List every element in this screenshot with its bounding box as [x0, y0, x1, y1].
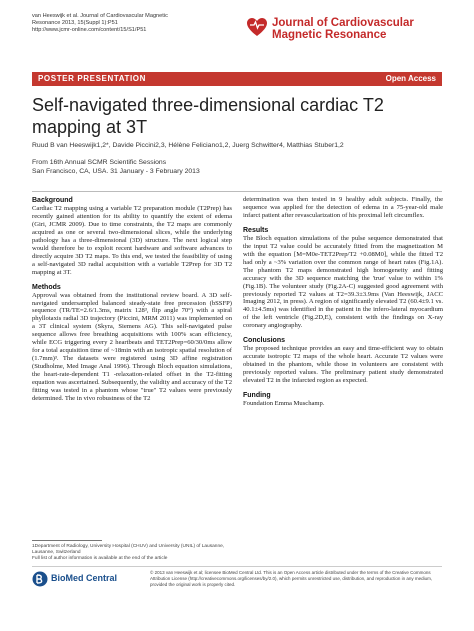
- author-list: Ruud B van Heeswijk1,2*, Davide Piccini2,3, Hélène Feliciano1,2, Juerg Schwitter4, Matthias Stuber1,2: [32, 142, 344, 149]
- journal-title-line: Magnetic Resonance: [272, 29, 387, 41]
- biomed-central-logo-icon: [32, 571, 48, 587]
- journal-brand: [246, 16, 466, 56]
- journal-title: [272, 17, 414, 41]
- heart-logo-icon: [246, 16, 268, 38]
- article-title: Self-navigated three-dimensional cardiac T2 mapping at 3T: [32, 95, 384, 137]
- methods-continued-text: determination was then tested in 9 healthy adult subjects. Finally, the sequence was applied for the detection of edema in a 75-year-old male infarct patient after revascularization of his proximal left circumflex.: [243, 196, 443, 219]
- conclusions-heading: Conclusions: [243, 337, 286, 345]
- meeting-info: [32, 159, 200, 176]
- results-text: The Bloch equation simulations of the pulse sequence demonstrated that the input T2 value could be accurately fitted from the magnetization M with the equation [M=M0e-TET2Prep/T2 +0.08M0], while the fitted T2 had only a ~3% variation over the common range of heart rates (Fig.1A). The phantom T2 maps demonstrated high homogeneity and fitting accuracy with the 3D sequence matching the 'true' value to within 1% (Fig.1B). The volunteer study (Fig.2A-C) suggested good agreement with previously reported T2 values at T2=39.3±3.9ms (Van Heeswijk, JACC Imaging 2012, in press). A region of significantly elevated T2 (60.4±9.1 vs. 40.1±4.5ms) was identified in the patient in the infero-lateral myocardium of the left ventricle (Fig.2D,E), consistent with the findings on X-ray coronary angiography.: [243, 234, 443, 330]
- citation-header: [32, 13, 168, 34]
- journal-title-line: Journal of Cardiovascular: [272, 17, 414, 29]
- right-column: [243, 196, 443, 408]
- funding-heading: Funding: [243, 392, 271, 400]
- funding-text: Foundation Emma Muschamp.: [243, 400, 325, 408]
- conclusions-text: The proposed technique provides an easy and time-efficient way to obtain accurate isotropic T2 maps of the whole heart. Accurate T2 values were obtained in the phantom, while those in volunteers are consistent with previously reported values. The preliminary patient study demonstrated elevated T2 in the infarcted region as expected.: [243, 345, 443, 385]
- meeting-line: San Francisco, CA, USA. 31 January - 3 February 2013: [32, 167, 200, 175]
- background-text: Cardiac T2 mapping using a variable T2 preparation module (T2Prep) has recently gained attention for its ability to quantify the extent of edema (Giri, JCMR 2009). Due to time constraints, the T2 maps are commonly acquired as one or several two-dimensional slices, while the underlying pathology has a three-dimensional (3D) structure. The next logical step would therefore be to exploit recent hardware and software advances to directly acquire 3D T2 maps. To this end, we tested the feasibility of using a self-navigated 3D radial acquisition with a variable T2Prep for 3D T2 mapping at 3T.: [32, 205, 232, 276]
- footnote-line: Full list of author information is available at the end of the article: [32, 556, 168, 561]
- open-access-label: Open Access: [385, 74, 436, 83]
- affiliation-footnote: [32, 544, 232, 562]
- methods-text: Approval was obtained from the institutional review board. A 3D self-navigated undersampled balanced steady-state free precession (bSSFP) sequence (TR/TE=2.6/1.3ms, matrix 128³, flip angle 70°) with a spiral phyllotaxis radial 3D trajectory (Piccini, MRM 2011) was implemented on a 3T clinical system (Skyra, Siemens AG). This self-navigated pulse sequence allows free breathing acquisitions with 100% scan efficiency, while ECG triggering every 2 heartbeats and TET2Prep=60/30/0ms allow for a total acquisition time of ~18min with an isotropic spatial resolution of (1.7mm)³. The datasets were registered using 3D affine registration (Studholme, Med Image Anal 1996). Through Bloch equation simulations, the heart-rate-dependent T1 -relaxation-related offset in the T2-fitting equation was ascertained. Subsequently, the validity and accuracy of the T2 fitting was tested in a phantom whose "true" T2 values were previously determined. The in vivo robustness of the T2: [32, 291, 232, 402]
- article-type-banner: [32, 72, 442, 86]
- publisher-brand: [32, 571, 132, 587]
- license-text: © 2013 van Heeswijk et al; licensee BioMed Central Ltd. This is an Open Access article distributed under the terms of the Creative Commons Attribution License (http://creativecommons.org/licenses/by/2.0), which permits unrestricted use, distribution, and reproduction in any medium, provided the original work is properly cited.: [150, 570, 433, 587]
- divider: [32, 566, 442, 567]
- footnote-line: 1Department of Radiology, University Hospital (CHUV) and University (UNIL) of Lausanne, Lausanne, Switzerland: [32, 544, 225, 555]
- divider: [32, 191, 442, 192]
- meeting-line: From 16th Annual SCMR Scientific Sessions: [32, 159, 167, 166]
- footnote-divider: [32, 540, 102, 541]
- citation-line: van Heeswijk et al. Journal of Cardiovascular Magnetic: [32, 13, 168, 19]
- article-url[interactable]: http://www.jcmr-online.com/content/15/S1/P51: [32, 27, 147, 33]
- left-column: [32, 196, 232, 403]
- publisher-name: BioMed Central: [51, 573, 118, 583]
- citation-line: Resonance 2013, 15(Suppl 1):P51: [32, 20, 118, 26]
- background-heading: Background: [32, 197, 73, 204]
- results-heading: Results: [243, 226, 269, 234]
- methods-heading: Methods: [32, 283, 61, 291]
- article-type-label: POSTER PRESENTATION: [38, 74, 147, 83]
